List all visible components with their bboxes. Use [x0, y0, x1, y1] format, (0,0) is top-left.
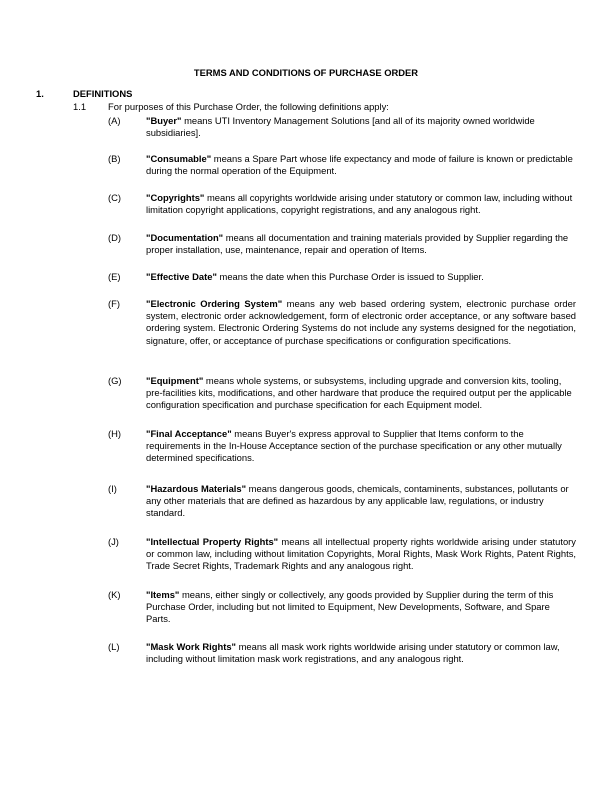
definition-body	[146, 192, 576, 216]
definition-body	[146, 483, 576, 520]
definition-body	[146, 536, 576, 573]
definition-term: "Hazardous Materials"	[146, 483, 247, 494]
definition-text: means dangerous goods, chemicals, contaminents, substances, pollutants or any other materials that are defined as hazardous by any applicable law, regulations, or industry standard.	[146, 483, 569, 519]
definition-body	[146, 641, 576, 665]
definition-term: "Consumable"	[146, 153, 212, 164]
document-title: TERMS AND CONDITIONS OF PURCHASE ORDER	[193, 67, 419, 78]
definition-label: (F)	[108, 298, 120, 309]
definition-text: means Buyer's express approval to Supplier that Items conform to the requirements in the In-House Acceptance section of the purchase specification or any other mutually determined specifications.	[146, 428, 562, 464]
definition-term: "Buyer"	[146, 115, 182, 126]
definition-term: "Equipment"	[146, 375, 204, 386]
definition-body	[146, 375, 576, 412]
definition-term: "Copyrights"	[146, 192, 205, 203]
definition-body	[146, 153, 576, 177]
definition-label: (J)	[108, 536, 119, 547]
definition-text: means all mask work rights worldwide arising under statutory or common law, including without limitation mask work registrations, and any analogous right.	[146, 641, 560, 665]
definition-text: means all copyrights worldwide arising under statutory or common law, including without limitation copyright applications, copyright registrations, and any analogous right.	[146, 192, 573, 216]
definition-label: (E)	[108, 271, 121, 282]
definition-term: "Electronic Ordering System"	[146, 298, 283, 309]
definition-text: means all intellectual property rights worldwide arising under statutory or common law, including without limitation Copyrights, Moral Rights, Mask Work Rights, Patent Rights, Trade Secret Rights, Trademark Rights and any analogous right.	[146, 536, 576, 572]
definition-term: "Intellectual Property Rights"	[146, 536, 279, 547]
definition-term: "Mask Work Rights"	[146, 641, 236, 652]
definition-label: (K)	[108, 589, 121, 600]
definition-term: "Documentation"	[146, 232, 224, 243]
section-number: 1.	[36, 88, 44, 99]
definition-text: means UTI Inventory Management Solutions [and all of its majority owned worldwide subsidiaries].	[146, 115, 535, 139]
definition-text: means the date when this Purchase Order is issued to Supplier.	[216, 271, 484, 282]
definition-term: "Items"	[146, 589, 180, 600]
definition-label: (G)	[108, 375, 122, 386]
definition-label: (H)	[108, 428, 122, 439]
definition-body	[146, 271, 576, 283]
subsection-number: 1.1	[73, 101, 87, 112]
section-heading: DEFINITIONS	[73, 88, 133, 99]
definition-body	[146, 428, 576, 465]
definition-label: (C)	[108, 192, 122, 203]
definition-body	[146, 298, 576, 347]
subsection-text: For purposes of this Purchase Order, the following definitions apply:	[108, 101, 389, 112]
definition-text: means, either singly or collectively, any goods provided by Supplier during the term of this Purchase Order, including but not limited to Equipment, New Developments, Software, and Spare Parts.	[146, 589, 554, 625]
definition-label: (B)	[108, 153, 121, 164]
definition-text: means a Spare Part whose life expectancy and mode of failure is known or predictable during the normal operation of the Equipment.	[146, 153, 573, 177]
definition-text: means all documentation and training materials provided by Supplier regarding the proper installation, use, maintenance, repair and operation of Items.	[146, 232, 569, 256]
definition-term: "Effective Date"	[146, 271, 217, 282]
definition-text: means any web based ordering system, electronic purchase order system, electronic order acknowledgement, form of electronic order acceptance, or any software based ordering system. Electronic Ordering Systems do not include any systems designed for the negotiation, signature, offer, or acceptance of purchase specifications or configuration specifications.	[146, 298, 576, 346]
definition-label: (D)	[108, 232, 122, 243]
definition-body	[146, 115, 576, 139]
definition-label: (L)	[108, 641, 120, 652]
definition-text: means whole systems, or subsystems, including upgrade and conversion kits, tooling, pre-facilities kits, modifications, and other hardware that produce the required output per the applicable configuration specification and purchase specification for each Equipment model.	[146, 375, 572, 411]
definition-body	[146, 589, 576, 626]
definition-label: (A)	[108, 115, 121, 126]
definition-body	[146, 232, 576, 256]
definition-label: (I)	[108, 483, 117, 494]
definition-term: "Final Acceptance"	[146, 428, 232, 439]
